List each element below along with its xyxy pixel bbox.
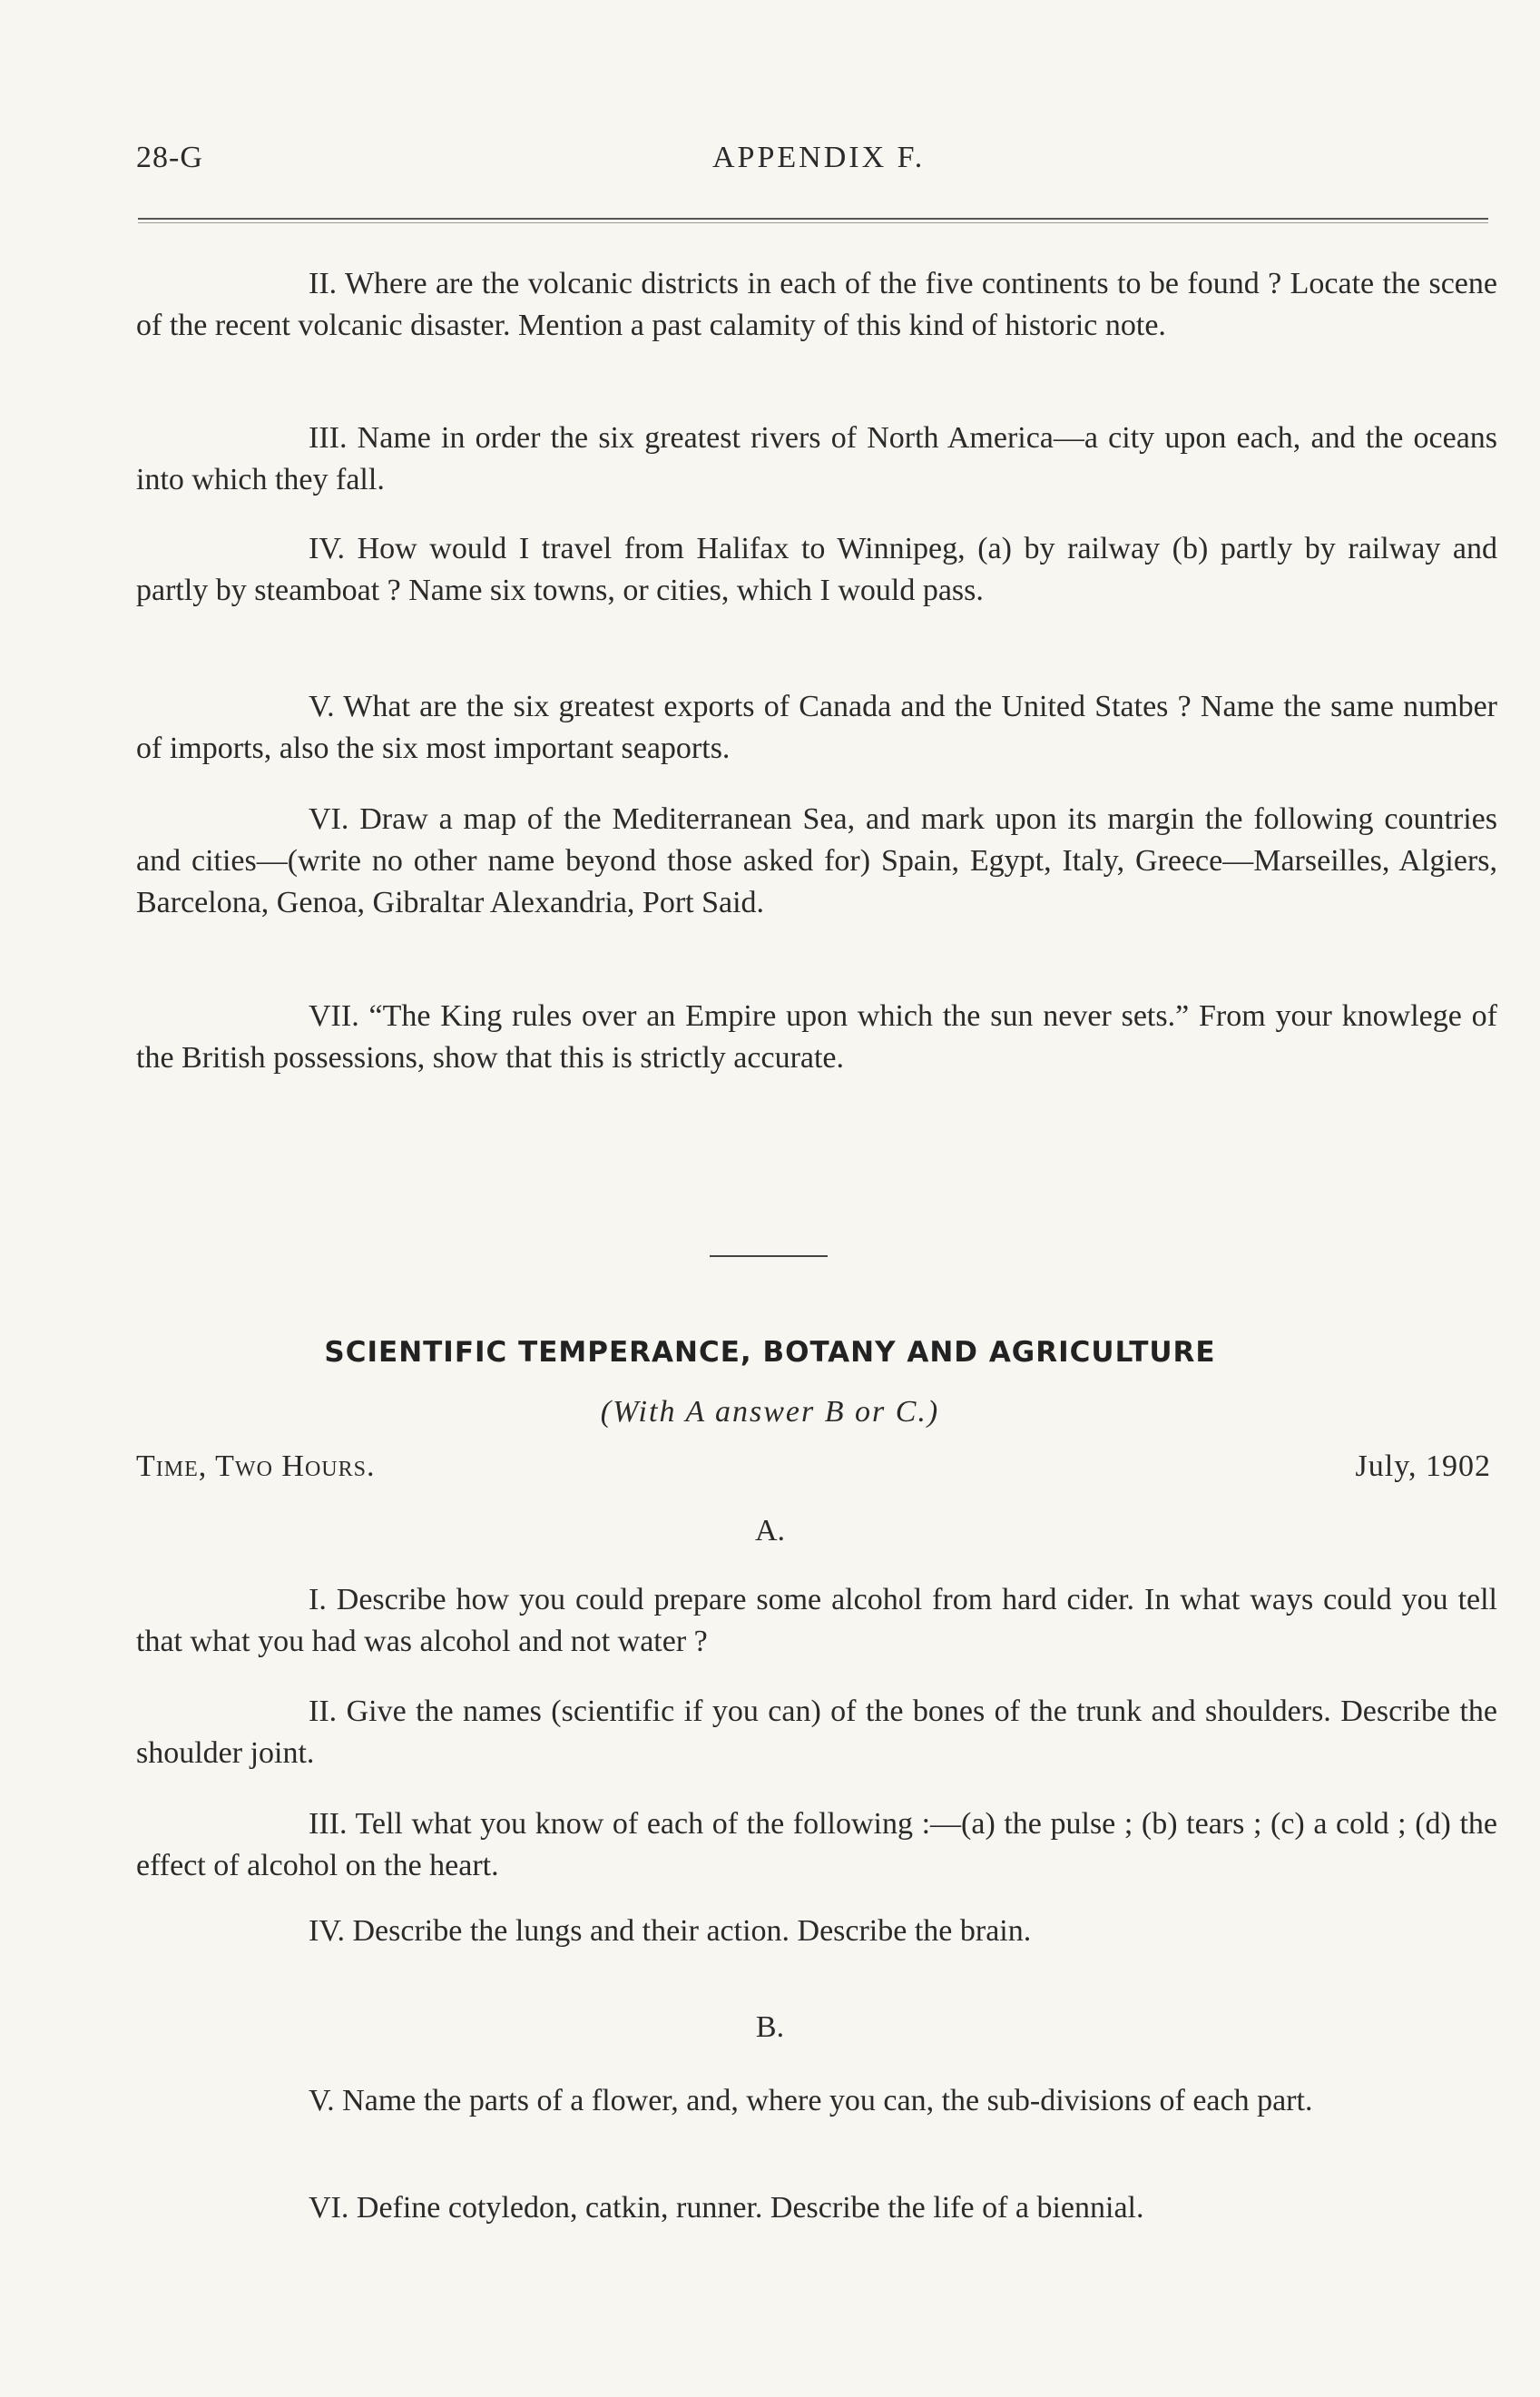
question-text: “The King rules over an Empire upon which the sun never sets.” From your knowlege of the British possessions, show that this is strictly accurate. bbox=[136, 999, 1498, 1075]
question-a-i bbox=[136, 1579, 1497, 1663]
part-a-heading: A. bbox=[754, 1514, 786, 1547]
time-allowed: Time, Two Hours. bbox=[136, 1449, 376, 1483]
question-text: Name in order the six greatest rivers of North America—a city upon each, and the oceans into which they fall. bbox=[136, 421, 1498, 496]
question-vi bbox=[136, 799, 1497, 924]
question-number: VI. bbox=[309, 802, 349, 836]
question-text: Tell what you know of each of the following :—(a) the pulse ; (b) tears ; (c) a cold ; (d) the effect of alcohol on the heart. bbox=[136, 1807, 1498, 1882]
question-b-v bbox=[136, 2080, 1497, 2122]
question-text: Give the names (scientific if you can) of the bones of the trunk and shoulders. Describe the shoulder joint. bbox=[136, 1695, 1498, 1770]
question-a-iv bbox=[136, 1911, 1497, 1952]
question-b-vi bbox=[136, 2187, 1497, 2229]
question-iv bbox=[136, 528, 1497, 612]
question-a-ii bbox=[136, 1691, 1497, 1774]
section-separator bbox=[710, 1255, 828, 1257]
question-text: How would I travel from Halifax to Winnipeg, (a) by railway (b) partly by railway and partly by steamboat ? Name six towns, or cities, which I would pass. bbox=[136, 532, 1498, 607]
header-rule-thin bbox=[138, 222, 1488, 223]
question-v bbox=[136, 686, 1497, 770]
part-b-heading: B. bbox=[755, 2010, 785, 2044]
page-title: APPENDIX F. bbox=[712, 141, 926, 174]
question-text: Describe the lungs and their action. Describe the brain. bbox=[352, 1914, 1032, 1948]
question-a-iii bbox=[136, 1803, 1497, 1887]
exam-date: July, 1902 bbox=[1355, 1449, 1491, 1483]
question-number: VII. bbox=[309, 999, 359, 1033]
question-text: Describe how you could prepare some alcohol from hard cider. In what ways could you tell that what you had was alcohol and not water ? bbox=[136, 1583, 1498, 1658]
section-title: SCIENTIFIC TEMPERANCE, BOTANY AND AGRICULTURE bbox=[324, 1336, 1216, 1369]
question-vii bbox=[136, 996, 1497, 1079]
question-number: II. bbox=[309, 267, 338, 300]
page-number: 28-G bbox=[136, 141, 203, 174]
question-number: I. bbox=[309, 1583, 327, 1616]
question-number: II. bbox=[309, 1695, 338, 1728]
question-number: V. bbox=[309, 2084, 335, 2117]
question-text: Name the parts of a flower, and, where you can, the sub-divisions of each part. bbox=[342, 2084, 1313, 2117]
section-subtitle: (With A answer B or C.) bbox=[600, 1395, 940, 1429]
question-text: Draw a map of the Mediterranean Sea, and mark upon its margin the following countries and cities—(write no other name beyond those asked for) Spain, Egypt, Italy, Greece—Marseilles, Algiers, Barcelona, Genoa, Gibraltar Alexandria, Port Said. bbox=[136, 802, 1497, 919]
question-text: Define cotyledon, catkin, runner. Describe the life of a biennial. bbox=[356, 2191, 1144, 2225]
question-number: VI. bbox=[309, 2191, 349, 2225]
question-ii bbox=[136, 263, 1497, 347]
question-number: III. bbox=[309, 421, 348, 455]
question-text: Where are the volcanic districts in each of the five continents to be found ? Locate the scene of the recent volcanic disaster. Mention a past calamity of this kind of historic note. bbox=[136, 267, 1497, 342]
page-header bbox=[136, 141, 1497, 186]
question-iii bbox=[136, 418, 1497, 501]
question-number: V. bbox=[309, 690, 335, 723]
question-number: IV. bbox=[309, 532, 345, 565]
question-text: What are the six greatest exports of Canada and the United States ? Name the same number of imports, also the six most important seaports. bbox=[136, 690, 1498, 765]
header-rule bbox=[138, 218, 1488, 220]
question-number: III. bbox=[309, 1807, 348, 1841]
question-number: IV. bbox=[309, 1914, 345, 1948]
